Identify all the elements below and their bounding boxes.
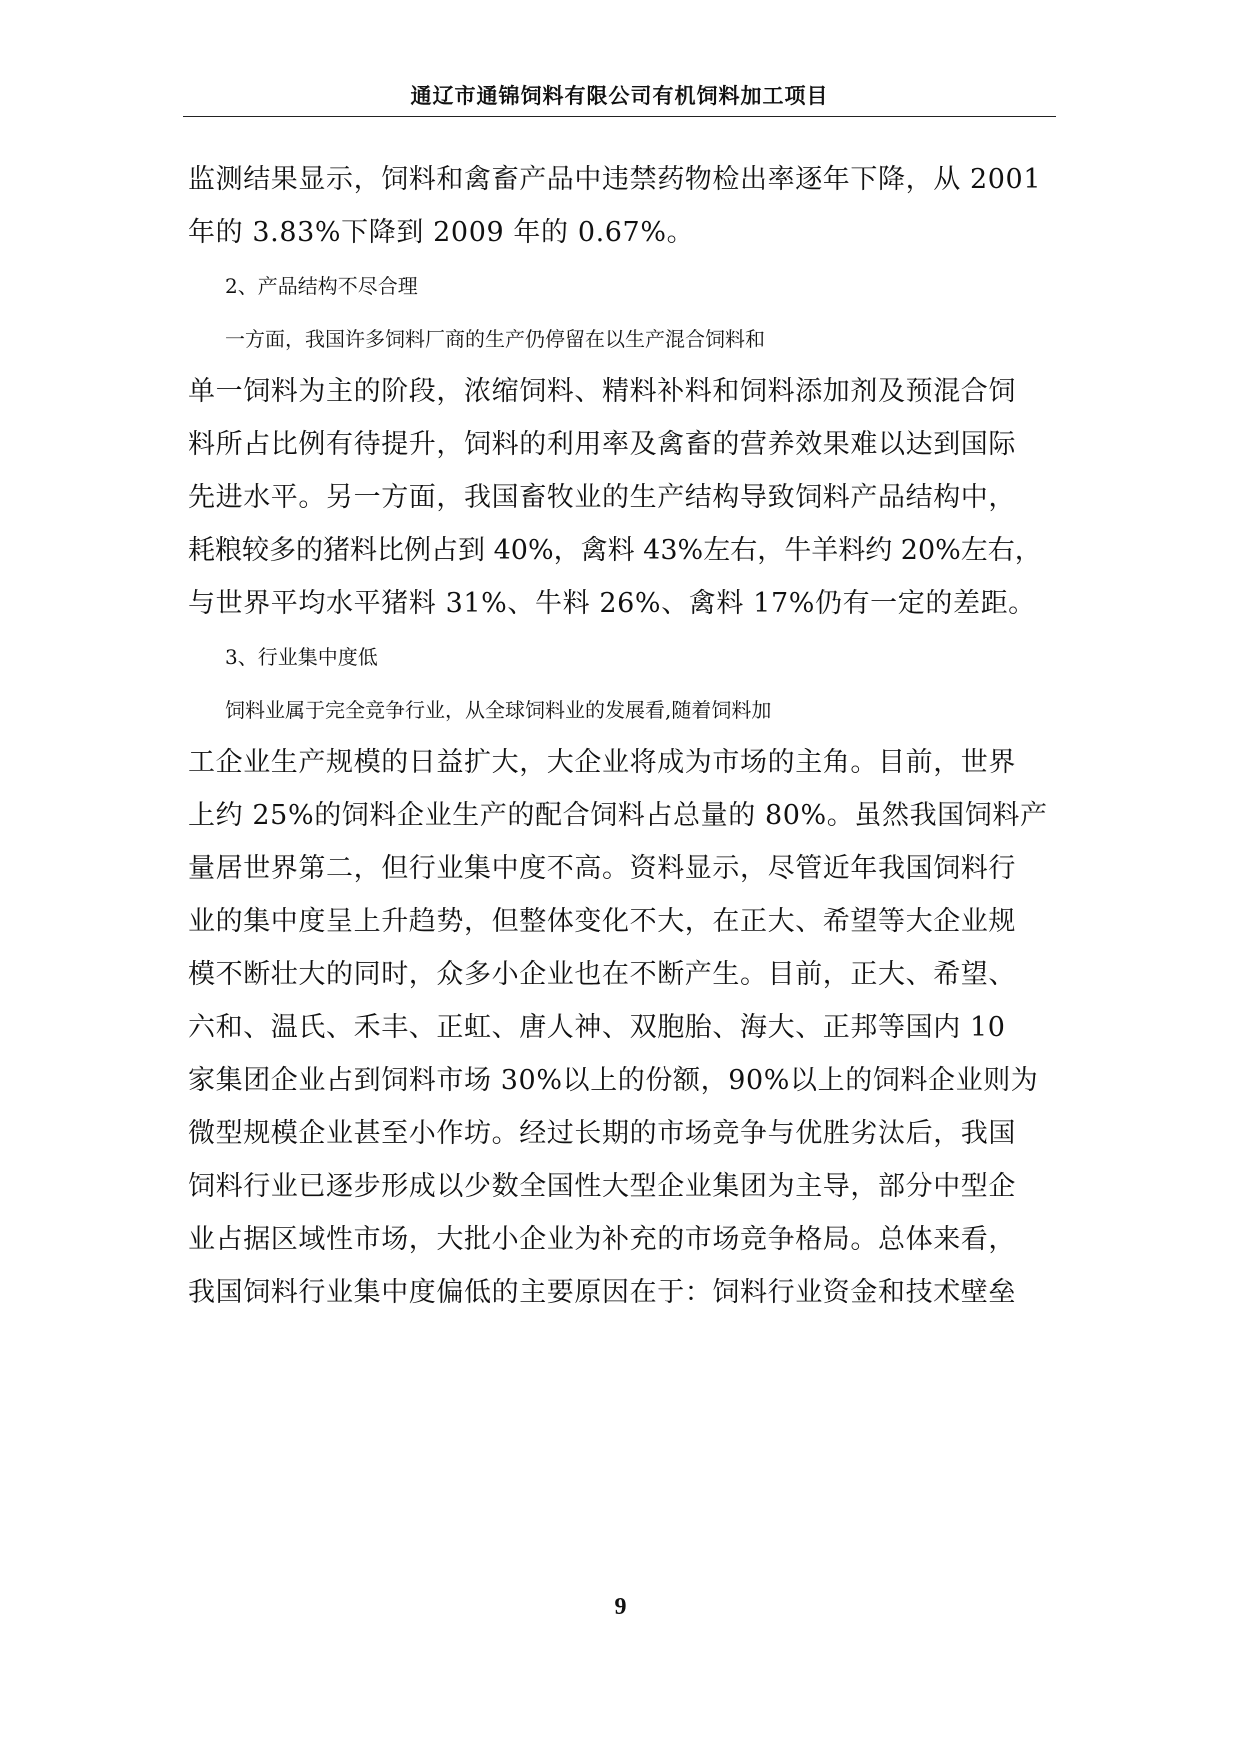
section-heading: 3、行业集中度低 [225,645,378,669]
text-line: 年的 3.83%下降到 2009 年的 0.67%。 [188,217,695,248]
text-line: 一方面，我国许多饲料厂商的生产仍停留在以生产混合饲料和 [225,327,765,351]
text-line: 模不断壮大的同时，众多小企业也在不断产生。目前，正大、希望、 [188,959,1016,990]
text-line: 饲料业属于完全竞争行业，从全球饲料业的发展看,随着饲料加 [225,698,772,722]
text-line: 家集团企业占到饲料市场 30%以上的份额，90%以上的饲料企业则为 [188,1065,1039,1096]
text-line: 料所占比例有待提升，饲料的利用率及禽畜的营养效果难以达到国际 [188,429,1016,460]
page-number: 9 [614,1594,627,1620]
text-line: 监测结果显示，饲料和禽畜产品中违禁药物检出率逐年下降，从 2001 [188,164,1042,195]
text-line: 上约 25%的饲料企业生产的配合饲料占总量的 80%。虽然我国饲料产 [188,800,1048,831]
text-line: 饲料行业已逐步形成以少数全国性大型企业集团为主导，部分中型企 [188,1171,1016,1202]
header-divider [183,116,1056,117]
running-header: 通辽市通锦饲料有限公司有机饲料加工项目 [410,84,829,108]
text-line: 我国饲料行业集中度偏低的主要原因在于：饲料行业资金和技术壁垒 [188,1277,1016,1308]
text-line: 量居世界第二，但行业集中度不高。资料显示，尽管近年我国饲料行 [188,853,1016,884]
text-line: 工企业生产规模的日益扩大，大企业将成为市场的主角。目前，世界 [188,747,1016,778]
text-line: 微型规模企业甚至小作坊。经过长期的市场竞争与优胜劣汰后，我国 [188,1118,1016,1149]
section-heading: 2、产品结构不尽合理 [225,274,418,298]
text-line: 先进水平。另一方面，我国畜牧业的生产结构导致饲料产品结构中， [188,482,1016,513]
text-line: 六和、温氏、禾丰、正虹、唐人神、双胞胎、海大、正邦等国内 10 [188,1012,1006,1043]
text-line: 单一饲料为主的阶段，浓缩饲料、精料补料和饲料添加剂及预混合饲 [188,376,1016,407]
text-line: 耗粮较多的猪料比例占到 40%，禽料 43%左右，牛羊料约 20%左右， [188,535,1042,566]
text-line: 与世界平均水平猪料 31%、牛料 26%、禽料 17%仍有一定的差距。 [188,588,1036,619]
text-line: 业的集中度呈上升趋势，但整体变化不大，在正大、希望等大企业规 [188,906,1016,937]
text-line: 业占据区域性市场，大批小企业为补充的市场竞争格局。总体来看， [188,1224,1016,1255]
